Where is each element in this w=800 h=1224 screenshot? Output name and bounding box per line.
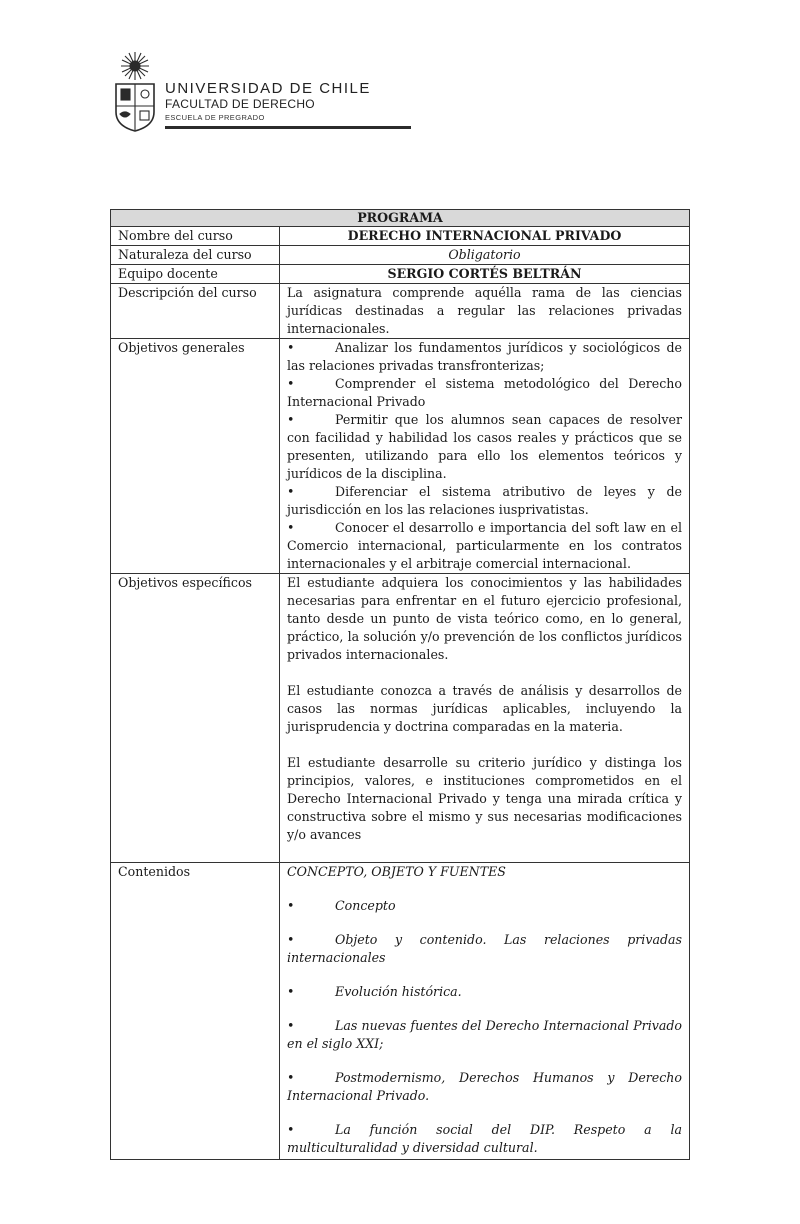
bullet-icon: • [287,1070,295,1085]
table-title: PROGRAMA [111,210,690,227]
row-label-contenidos: Contenidos [111,863,280,1160]
bullet-icon: • [287,412,295,427]
row-label-generales: Objetivos generales [111,339,280,574]
course-nature: Obligatorio [280,246,690,265]
list-item: • Comprender el sistema metodológico del Derecho Internacional Privado [287,376,682,409]
paragraph: El estudiante adquiera los conocimientos y las habilidades necesarias para enfrentar en el futuro ejercicio profesional, tanto desde un punto de vista teórico como, en lo general, práctico, la solución y/o prevención de los conflictos jurídicos privados internacionales. [287,575,682,662]
faculty-name: FACULTAD DE DERECHO [165,97,315,111]
general-objectives [280,339,690,574]
school-name: ESCUELA DE PREGRADO [165,113,265,122]
table-row [111,265,690,284]
list-item: • La función social del DIP. Respeto a la multiculturalidad y diversidad cultural. [287,1122,682,1155]
contents-heading: CONCEPTO, OBJETO Y FUENTES [287,864,506,879]
university-emblem-icon [110,48,160,132]
row-label-naturaleza: Naturaleza del curso [111,246,280,265]
row-label-equipo: Equipo docente [111,265,280,284]
list-item: • Postmodernismo, Derechos Humanos y Derecho Internacional Privado. [287,1070,682,1103]
bullet-icon: • [287,984,295,999]
course-name: DERECHO INTERNACIONAL PRIVADO [280,227,690,246]
table-row [111,574,690,863]
table-row [111,284,690,339]
program-table [110,209,690,1160]
bullet-icon: • [287,340,295,355]
table-row [111,227,690,246]
bullet-icon: • [287,1018,295,1033]
table-row [111,246,690,265]
list-item: • Objeto y contenido. Las relaciones privadas internacionales [287,932,682,965]
list-item: • Conocer el desarrollo e importancia del soft law en el Comercio internacional, particularmente en los contratos internacionales y el arbitraje comercial internacional. [287,520,682,571]
header-rule [165,126,411,129]
bullet-icon: • [287,898,295,913]
bullet-icon: • [287,932,295,947]
specific-objectives [280,574,690,863]
teaching-team: SERGIO CORTÉS BELTRÁN [280,265,690,284]
row-label-nombre: Nombre del curso [111,227,280,246]
list-item: • Concepto [287,898,396,913]
list-item: • Diferenciar el sistema atributivo de leyes y de jurisdicción en los las relaciones iusprivatistas. [287,484,682,517]
paragraph: El estudiante desarrolle su criterio jurídico y distinga los principios, valores, e instituciones comprometidos en el Derecho Internacional Privado y tenga una mirada crítica y constructiva sobre el mismo y sus necesarias modificaciones y/o avances [287,755,682,842]
paragraph: El estudiante conozca a través de análisis y desarrollos de casos las normas jurídicas aplicables, incluyendo la jurisprudencia y doctrina comparadas en la materia. [287,683,682,734]
university-name: UNIVERSIDAD DE CHILE [165,80,371,97]
row-label-especificos: Objetivos específicos [111,574,280,863]
course-description: La asignatura comprende aquélla rama de las ciencias jurídicas destinadas a regular las relaciones privadas internacionales. [280,284,690,339]
contents [280,863,690,1160]
row-label-descripcion: Descripción del curso [111,284,280,339]
bullet-icon: • [287,1122,295,1137]
list-item: • Las nuevas fuentes del Derecho Internacional Privado en el siglo XXI; [287,1018,682,1051]
list-item: • Analizar los fundamentos jurídicos y sociológicos de las relaciones privadas transfronterizas; [287,340,682,373]
list-item: • Permitir que los alumnos sean capaces de resolver con facilidad y habilidad los casos reales y prácticos que se presenten, utilizando para ello los elementos teóricos y jurídicos de la disciplina. [287,412,682,481]
bullet-icon: • [287,376,295,391]
table-row [111,339,690,574]
bullet-icon: • [287,520,295,535]
table-title-row [111,210,690,227]
bullet-icon: • [287,484,295,499]
list-item: • Evolución histórica. [287,984,462,999]
table-row [111,863,690,1160]
